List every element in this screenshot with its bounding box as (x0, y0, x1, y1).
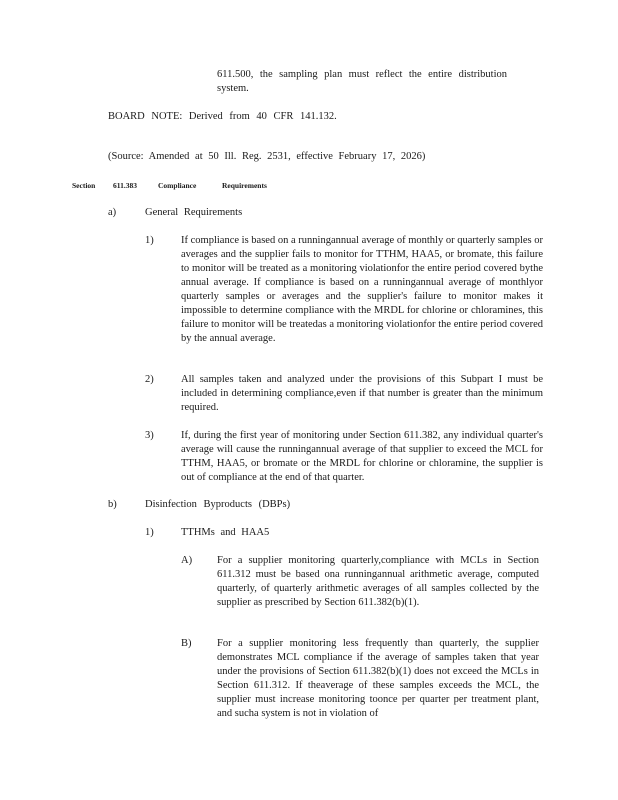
item-a1-text: If compliance is based on a runningannual average of monthly or quarterly samples or averages and the supplier fails to monitor for TTHM, HAA5, or bromate, this failure to monitor will be treated as a monitoring violationfor the entire period covered bythe annual average. If compliance is based on a runningannual average of monthlyor quarterly samples or averages and the supplier's failure to monitor makes it impossible to determine compliance with the MRDL for chlorine or chloramines, this failure to monitor will be treatedas a monitoring violationfor the entire period covered by the annual average. (181, 235, 543, 344)
item-a3-text: If, during the first year of monitoring under Section 611.382, any individual quarter's average will cause the runningannual average of that supplier to exceed the MCL for TTHM, HAA5, or bromate or the MRDL for chlorine or chloramine, the supplier is out of compliance at the end of that quarter. (181, 430, 543, 483)
item-b1-heading: TTHMs and HAA5 (181, 527, 270, 538)
subsection-b-heading: Disinfection Byproducts (DBPs) (145, 499, 291, 510)
subsection-a-label: a) (108, 207, 117, 218)
section-title-2: Requirements (222, 181, 267, 190)
board-note: BOARD NOTE: Derived from 40 CFR 141.132. (108, 111, 337, 122)
item-b1-label: 1) (145, 527, 154, 538)
item-a2-text: All samples taken and analyzed under the provisions of this Subpart I must be included in determining compliance,even if that number is greater than the minimum required. (181, 374, 543, 413)
subsection-a-heading: General Requirements (145, 207, 243, 218)
item-b1b-label: B) (181, 638, 192, 649)
item-a2-label: 2) (145, 374, 154, 385)
section-title-1: Compliance (158, 181, 197, 190)
continuation-paragraph: 611.500, the sampling plan must reflect the entire distribution system. (217, 69, 507, 94)
item-b1a-text: For a supplier monitoring quarterly,compliance with MCLs in Section 611.312 must be based ona runningannual arithmetic average, computed quarterly, of quarterly arithmetic averages of all samples collected by the supplier as prescribed by Section 611.382(b)(1). (217, 555, 539, 608)
item-b1b-text: For a supplier monitoring less frequently than quarterly, the supplier demonstrates MCL compliance if the average of samples taken that year under the provisions of Section 611.382(b)(1) does not exceed the MCLs in Section 611.312. If theaverage of these samples exceeds the MCL, the supplier must increase monitoring toonce per quarter per treatment plant, and sucha system is not in violation of (217, 638, 539, 719)
item-b1a-label: A) (181, 555, 193, 566)
item-a3-label: 3) (145, 430, 154, 441)
source-note: (Source: Amended at 50 Ill. Reg. 2531, effective February 17, 2026) (108, 151, 426, 162)
subsection-b-label: b) (108, 499, 117, 510)
section-number: 611.383 (113, 181, 137, 190)
item-a1-label: 1) (145, 235, 154, 246)
section-word: Section (72, 181, 96, 190)
